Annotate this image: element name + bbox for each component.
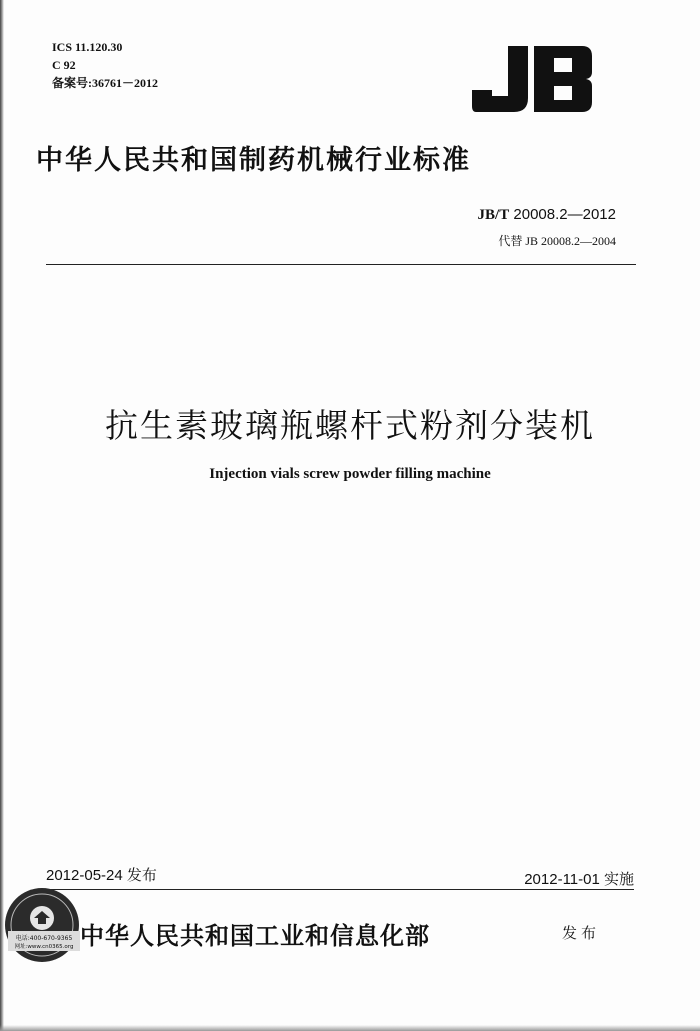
replaces-standard: 代替 JB 20008.2—2004	[498, 234, 616, 248]
stamp-phone: 电话:400-670-9365	[15, 935, 73, 942]
standard-prefix: JB/T	[477, 207, 510, 223]
issuing-sector-title: 中华人民共和国制药机械行业标准	[36, 145, 471, 176]
standard-code: 20008.2—2012	[513, 206, 616, 223]
implementation-date: 2012-11-01 实施	[524, 871, 634, 888]
seal-stamp-icon	[2, 885, 86, 965]
classification-block	[52, 38, 158, 92]
scan-left-edge	[0, 0, 4, 1031]
ccs-code: C 92	[52, 58, 76, 72]
standard-number	[478, 206, 616, 224]
stamp-web: 网址:www.cn0365.org	[14, 944, 74, 950]
bottom-divider	[46, 889, 634, 890]
issue-date: 2012-05-24 发布	[46, 867, 157, 884]
scan-bottom-edge	[0, 1025, 700, 1031]
issuing-ministry: 中华人民共和国工业和信息化部	[80, 921, 430, 950]
document-title-chinese: 抗生素玻璃瓶螺杆式粉剂分装机	[105, 406, 595, 445]
document-title-english: Injection vials screw powder filling machine	[209, 466, 491, 482]
issue-label: 发布	[562, 924, 601, 942]
filing-number: 备案号:36761－2012	[52, 76, 158, 90]
top-divider	[46, 264, 636, 265]
ics-code: ICS 11.120.30	[52, 40, 123, 54]
jb-logo-icon	[470, 46, 592, 112]
